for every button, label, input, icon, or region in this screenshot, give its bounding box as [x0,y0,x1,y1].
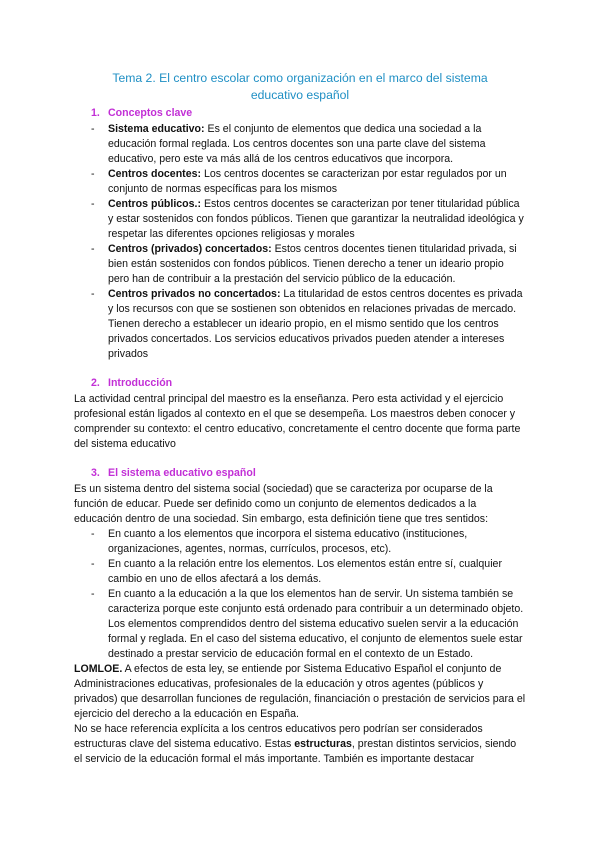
list-item [74,527,526,557]
system-intro-paragraph: Es un sistema dentro del sistema social (sociedad) que se caracteriza por ocuparse de la función de educar. Puede ser definido como un conjunto de elementos dedicados a la educación dentro de una sociedad. Sin embargo, esta definición tiene que tres sentidos: [74,483,493,525]
list-item-text: En cuanto a la relación entre los elementos. Los elementos están entre sí, cualquier cambio en uno de ellos afectará a los demás. [108,558,502,585]
document-page [74,70,526,767]
list-item [74,122,526,167]
closing-paragraph [74,722,526,767]
term: Sistema educativo: [108,123,205,135]
senses-list [74,527,526,662]
dash-bullet: - [91,528,95,540]
section-heading-introduccion [74,376,526,391]
lomloe-text: A efectos de esta ley, se entiende por Sistema Educativo Español el conjunto de Administraciones educativas, profesionales de la educación y otros agentes (públicos y privados) que desarrollan funciones de regulación, financiación o prestación de servicios para el ejercicio del derecho a la educación en España. [74,663,526,720]
definition: La titularidad de estos centros docentes es privada y los recursos con que se sostienen son obtenidos en relaciones privadas de mercado. Tienen derecho a establecer un ideario propio, en el mismo sentido que los centros privados concertados. Los servicios educativos privados pueden atender a intereses privados [108,288,523,360]
term: Centros (privados) concertados: [108,243,272,255]
closing-bold: estructuras [294,738,352,750]
term: Centros privados no concertados: [108,288,281,300]
closing-text-b: , prestan distintos servicios, siendo el servicio de la educación formal el más importante. También es importante destacar [74,738,517,765]
dash-bullet: - [91,168,95,180]
lomloe-paragraph [74,662,526,722]
list-item [74,197,526,242]
section-heading-text: Introducción [108,377,173,389]
lomloe-term: LOMLOE. [74,663,123,675]
section-number: 2. [91,377,100,389]
list-item [74,167,526,197]
section-number: 3. [91,467,100,479]
document-title: Tema 2. El centro escolar como organización en el marco del sistema educativo español [112,71,488,102]
term: Centros docentes: [108,168,202,180]
section-heading-conceptos [74,106,526,121]
definition: Es el conjunto de elementos que dedica una sociedad a la educación formal reglada. Los centros docentes son una parte clave del sistema educativo, pero este va más allá de los centros educativos que incorpora. [108,123,486,165]
list-item-text: En cuanto a los elementos que incorpora el sistema educativo (instituciones, organizaciones, agentes, normas, currículos, procesos, etc). [108,528,468,555]
list-item-text: En cuanto a la educación a la que los elementos han de servir. Un sistema también se caracteriza porque este conjunto está ordenado para contribuir a un determinado objeto. Los elementos comprendidos dentro del sistema educativo suelen servir a la educación formal y reglada. En el caso del sistema educativo, el conjunto de elementos suele estar destinado a prestar servicio de educación formal en el contexto de un Estado. [108,588,524,660]
term: Centros públicos.: [108,198,201,210]
list-item [74,587,526,662]
definition: Estos centros docentes tienen titularidad privada, si bien están sostenidos con fondos públicos. Tienen derecho a tener un ideario propio pero han de contribuir a la prestación del servicio público de la educación. [108,243,517,285]
section-number: 1. [91,107,100,119]
section-heading-sistema [74,466,526,481]
intro-paragraph: La actividad central principal del maestro es la enseñanza. Pero esta actividad y el ejercicio profesional están ligados al contexto en el que se desempeña. Los maestros deben conocer y comprender su contexto: el centro educativo, concretamente el centro docente que forma parte del sistema educativo [74,393,521,450]
list-item [74,287,526,362]
dash-bullet: - [91,123,95,135]
dash-bullet: - [91,243,95,255]
dash-bullet: - [91,558,95,570]
list-item [74,242,526,287]
definition: Los centros docentes se caracterizan por estar regulados por un conjunto de normas específicas para los mismos [108,168,507,195]
section-heading-text: Conceptos clave [108,107,193,119]
list-item [74,557,526,587]
definition: Estos centros docentes se caracterizan por tener titularidad pública y estar sostenidos con fondos públicos. Tienen que garantizar la neutralidad ideológica y respetar las diferentes opciones religiosas y morales [108,198,524,240]
dash-bullet: - [91,198,95,210]
closing-text-a: No se hace referencia explícita a los centros educativos pero podrían ser considerados estructuras clave del sistema educativo. Estas [74,723,483,750]
dash-bullet: - [91,588,95,600]
dash-bullet: - [91,288,95,300]
concepts-list [74,122,526,362]
section-heading-text: El sistema educativo español [108,467,256,479]
